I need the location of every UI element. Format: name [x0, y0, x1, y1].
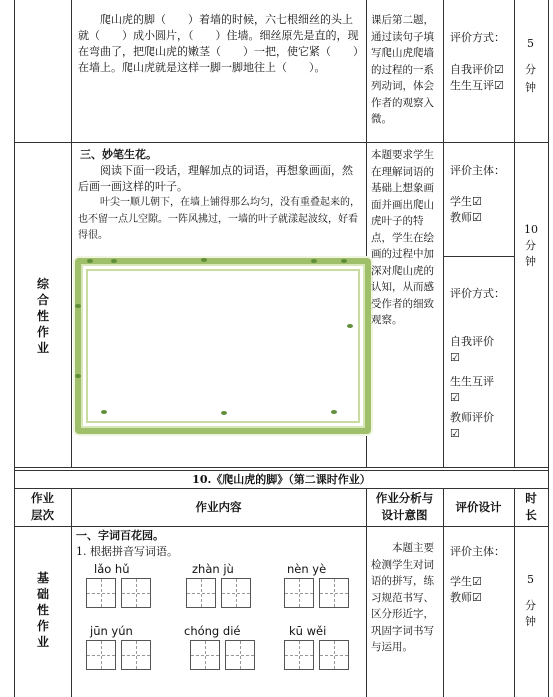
eval-item: 学生☑ [450, 195, 482, 208]
header-level: 作业 [31, 491, 54, 505]
table-border [14, 467, 549, 468]
analysis-text: 本题主要检测学生对词语的拼写，练习规范书写、区分形近字，巩固字词书写与运用。 [371, 542, 434, 653]
leaf-icon [87, 259, 93, 263]
pinyin-label: lǎo hǔ [94, 562, 130, 576]
writing-box[interactable] [284, 578, 314, 608]
writing-box[interactable] [221, 578, 251, 608]
reading-passage: 叶尖一顺儿朝下，在墙上铺得那么均匀，没有重叠起来的，也不留一点儿空隙。一阵风拂过，一墙的叶子就漾起波纹，好看得很。 [78, 197, 360, 241]
time-unit: 分 [525, 63, 536, 76]
writing-box[interactable] [225, 640, 255, 670]
level-char: 基 [36, 571, 49, 585]
table-border [14, 488, 549, 489]
time-unit: 钟 [525, 81, 536, 94]
table-border [443, 0, 444, 468]
pinyin-label: chóng dié [184, 624, 241, 638]
time-unit: 分 [525, 599, 536, 612]
table-border [14, 0, 15, 697]
leaf-icon [75, 304, 81, 308]
writing-box[interactable] [121, 640, 151, 670]
header-time: 时 [525, 491, 537, 505]
level-char: 合 [36, 293, 49, 307]
eval-item: 教师☑ [450, 211, 482, 224]
table-border [443, 488, 444, 697]
level-char: 业 [36, 341, 49, 355]
level-char: 性 [36, 603, 49, 617]
header-analysis: 设计意图 [381, 508, 428, 522]
table-border [71, 0, 72, 468]
leaf-icon [75, 374, 81, 378]
eval-subject-title: 评价主体： [450, 164, 505, 177]
time-value: 5 [527, 37, 534, 50]
eval-item: ☑ [450, 391, 460, 404]
table-border [14, 470, 549, 471]
header-analysis: 作业分析与 [375, 491, 434, 505]
eval-item: ☑ [450, 351, 460, 364]
time-value: 10 [524, 223, 538, 236]
lesson-title: 10.《爬山虎的脚》（第二课时作业） [192, 473, 371, 486]
time-unit: 钟 [525, 615, 536, 628]
leaf-icon [311, 259, 317, 263]
header-level: 层次 [31, 508, 54, 522]
table-border [14, 526, 549, 527]
cloze-paragraph: 爬山虎的脚（ ）着墙的时候，六七根细丝的头上就（ ）成小圆片，（ ）住墙。细丝原先是直的，现在弯曲了，把爬山虎的嫩茎（ ）一把，使它紧（ ）在墙上。爬山虎就是这样一脚一脚地往上（ ）。 [78, 13, 359, 74]
writing-box[interactable] [86, 640, 116, 670]
time-unit: 钟 [525, 255, 536, 268]
table-border [71, 488, 72, 697]
header-content: 作业内容 [195, 500, 242, 514]
writing-box[interactable] [190, 640, 220, 670]
eval-item: 教师☑ [450, 591, 482, 604]
eval-item: 生生互评☑ [450, 79, 504, 92]
section-title: 三、妙笔生花。 [80, 148, 157, 161]
level-char: 综 [36, 277, 49, 291]
table-border [514, 0, 515, 468]
section-title: 一、字词百花园。 [76, 529, 164, 542]
drawing-frame[interactable] [75, 258, 371, 434]
table-border [548, 0, 549, 697]
pinyin-label: kū wěi [289, 624, 327, 638]
header-eval: 评价设计 [455, 500, 502, 514]
eval-item: 生生互评 [450, 375, 494, 388]
level-char: 业 [36, 635, 49, 649]
writing-box[interactable] [284, 640, 314, 670]
header-time: 长 [525, 508, 537, 522]
eval-item: 自我评价 [450, 335, 494, 348]
writing-box[interactable] [86, 578, 116, 608]
pinyin-label: zhàn jù [192, 562, 234, 576]
table-border [443, 256, 515, 257]
leaf-icon [101, 410, 107, 414]
level-char: 作 [36, 619, 49, 633]
pinyin-label: nèn yè [287, 562, 327, 576]
time-unit: 分 [525, 239, 536, 252]
writing-box[interactable] [319, 640, 349, 670]
table-border [14, 142, 549, 143]
leaf-icon [347, 324, 353, 328]
time-value: 5 [527, 573, 534, 586]
eval-item: ☑ [450, 427, 460, 440]
instruction: 1. 根据拼音写词语。 [76, 545, 178, 558]
eval-item: 学生☑ [450, 575, 482, 588]
level-char: 作 [36, 325, 49, 339]
instruction: 阅读下面一段话，理解加点的词语，再想象画面，然后画一画这样的叶子。 [78, 164, 353, 193]
level-char: 础 [36, 587, 49, 601]
writing-box[interactable] [319, 578, 349, 608]
leaf-icon [331, 410, 337, 414]
level-char: 性 [36, 309, 49, 323]
eval-subject-title: 评价主体： [450, 545, 505, 558]
analysis-text: 课后第二题，通过读句子填写爬山虎爬墙的过程的一系列动词，体会作者的观察入微。 [371, 14, 434, 125]
leaf-icon [201, 258, 207, 262]
analysis-text: 本题要求学生在理解词语的基础上想象画面并画出爬山虎叶子的特点，学生在绘画的过程中加深对爬山虎的认知，从而感受作者的细致观察。 [371, 149, 434, 326]
writing-box[interactable] [121, 578, 151, 608]
eval-item: 教师评价 [450, 411, 494, 424]
leaf-icon [341, 259, 347, 263]
eval-item: 自我评价☑ [450, 63, 504, 76]
pinyin-label: jūn yún [90, 624, 133, 638]
eval-method-title: 评价方式： [450, 31, 505, 44]
leaf-icon [221, 411, 227, 415]
leaf-icon [111, 259, 117, 263]
writing-box[interactable] [186, 578, 216, 608]
eval-method-title: 评价方式： [450, 287, 505, 300]
